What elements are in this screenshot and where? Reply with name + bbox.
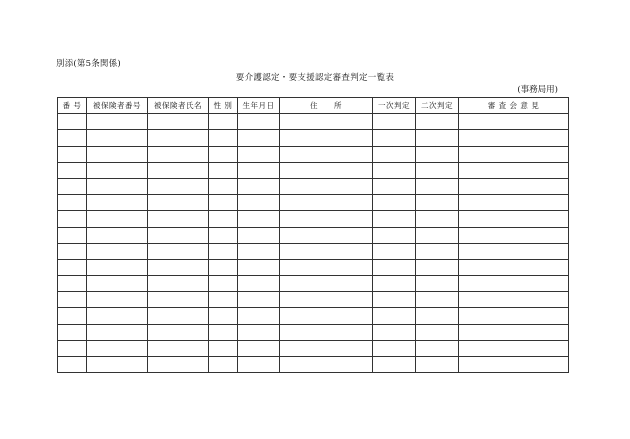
table-cell (238, 195, 280, 211)
table-cell (459, 308, 569, 324)
table-cell (148, 324, 209, 340)
table-cell (416, 324, 459, 340)
table-row (58, 357, 569, 373)
table-cell (58, 195, 87, 211)
table-cell (280, 178, 373, 194)
table-cell (280, 276, 373, 292)
table-cell (87, 114, 148, 130)
table-cell (373, 259, 416, 275)
table-cell (238, 162, 280, 178)
table-row (58, 340, 569, 356)
table-cell (58, 243, 87, 259)
header-insured-number: 被保険者番号 (87, 98, 148, 114)
table-cell (416, 357, 459, 373)
table-cell (148, 276, 209, 292)
table-cell (373, 146, 416, 162)
header-sex: 性 別 (209, 98, 238, 114)
header-address: 住 所 (280, 98, 373, 114)
table-row (58, 178, 569, 194)
table-row (58, 308, 569, 324)
table-cell (373, 178, 416, 194)
table-cell (58, 292, 87, 308)
judgment-table (57, 97, 569, 373)
table-cell (373, 162, 416, 178)
appendix-label: 別添(第5条関係) (56, 59, 121, 69)
table-cell (209, 324, 238, 340)
table-cell (238, 178, 280, 194)
table-cell (148, 195, 209, 211)
table-cell (58, 227, 87, 243)
table-cell (459, 340, 569, 356)
table-cell (58, 162, 87, 178)
table-cell (238, 130, 280, 146)
table-cell (280, 292, 373, 308)
table-cell (87, 178, 148, 194)
header-committee-opinion: 審 査 会 意 見 (459, 98, 569, 114)
table-cell (416, 227, 459, 243)
table-cell (238, 227, 280, 243)
table-cell (87, 308, 148, 324)
document-title: 要介護認定・要支援認定審査判定一覧表 (235, 73, 395, 83)
table-cell (87, 259, 148, 275)
table-cell (209, 130, 238, 146)
table-cell (58, 178, 87, 194)
table-cell (87, 195, 148, 211)
table-cell (280, 340, 373, 356)
table-cell (459, 276, 569, 292)
table-cell (87, 227, 148, 243)
table-cell (209, 292, 238, 308)
table-cell (58, 324, 87, 340)
table-cell (459, 178, 569, 194)
table-cell (416, 308, 459, 324)
table-cell (87, 292, 148, 308)
table-cell (238, 114, 280, 130)
table-row (58, 211, 569, 227)
table-cell (148, 308, 209, 324)
table-cell (148, 340, 209, 356)
table-cell (148, 357, 209, 373)
table-cell (148, 227, 209, 243)
table-cell (459, 259, 569, 275)
table-cell (87, 130, 148, 146)
table-cell (58, 308, 87, 324)
table-row (58, 130, 569, 146)
table-cell (148, 162, 209, 178)
table-row (58, 324, 569, 340)
header-birthdate: 生年月日 (238, 98, 280, 114)
table-cell (58, 211, 87, 227)
table-cell (280, 308, 373, 324)
table-cell (209, 195, 238, 211)
table-cell (148, 178, 209, 194)
table-cell (209, 114, 238, 130)
table-cell (148, 292, 209, 308)
table-row (58, 259, 569, 275)
table-cell (148, 259, 209, 275)
table-cell (459, 243, 569, 259)
table-cell (459, 292, 569, 308)
table-row (58, 243, 569, 259)
table-cell (87, 357, 148, 373)
table-cell (416, 146, 459, 162)
table-cell (373, 357, 416, 373)
header-secondary-judgment: 二次判定 (416, 98, 459, 114)
table-row (58, 162, 569, 178)
table-cell (373, 324, 416, 340)
table-cell (459, 114, 569, 130)
table-cell (373, 308, 416, 324)
table-cell (238, 308, 280, 324)
table-cell (416, 276, 459, 292)
table-cell (238, 243, 280, 259)
table-cell (416, 243, 459, 259)
table-body (58, 114, 569, 373)
table-cell (209, 259, 238, 275)
table-header-row (58, 98, 569, 114)
table-cell (416, 211, 459, 227)
table-cell (209, 146, 238, 162)
table-cell (238, 357, 280, 373)
table-cell (280, 130, 373, 146)
table-cell (209, 227, 238, 243)
table-cell (280, 243, 373, 259)
table-cell (280, 162, 373, 178)
usage-note: (事務局用) (517, 85, 558, 95)
table-cell (373, 340, 416, 356)
table-cell (209, 357, 238, 373)
table-cell (280, 357, 373, 373)
table-cell (459, 146, 569, 162)
table-row (58, 292, 569, 308)
table-cell (416, 114, 459, 130)
table-cell (459, 162, 569, 178)
table-cell (373, 130, 416, 146)
table-cell (58, 340, 87, 356)
table-cell (87, 211, 148, 227)
table-cell (238, 292, 280, 308)
table-cell (373, 195, 416, 211)
table-cell (148, 243, 209, 259)
header-number: 番 号 (58, 98, 87, 114)
table-cell (238, 324, 280, 340)
table-cell (58, 357, 87, 373)
table-cell (280, 211, 373, 227)
table-cell (238, 276, 280, 292)
table-cell (209, 243, 238, 259)
table-cell (209, 178, 238, 194)
table-cell (459, 211, 569, 227)
table-cell (416, 130, 459, 146)
table-cell (373, 276, 416, 292)
table-cell (148, 211, 209, 227)
table-cell (459, 357, 569, 373)
table-cell (58, 259, 87, 275)
table-cell (238, 211, 280, 227)
table-cell (416, 178, 459, 194)
table-cell (373, 292, 416, 308)
table-cell (209, 162, 238, 178)
table-cell (280, 259, 373, 275)
table-cell (459, 227, 569, 243)
table-cell (373, 227, 416, 243)
table-cell (87, 146, 148, 162)
table-cell (459, 195, 569, 211)
table-cell (238, 340, 280, 356)
table-cell (373, 243, 416, 259)
table-cell (209, 308, 238, 324)
table-cell (87, 162, 148, 178)
table-cell (148, 114, 209, 130)
table-cell (148, 130, 209, 146)
table-cell (416, 259, 459, 275)
table-cell (280, 324, 373, 340)
table-cell (373, 211, 416, 227)
table-row (58, 276, 569, 292)
table-cell (58, 146, 87, 162)
table-cell (209, 211, 238, 227)
table-cell (87, 276, 148, 292)
table-cell (416, 195, 459, 211)
table-cell (373, 114, 416, 130)
table-cell (148, 146, 209, 162)
header-primary-judgment: 一次判定 (373, 98, 416, 114)
table-row (58, 227, 569, 243)
table-cell (87, 243, 148, 259)
table-row (58, 146, 569, 162)
table-cell (280, 227, 373, 243)
table-cell (238, 146, 280, 162)
table-cell (459, 130, 569, 146)
table-cell (280, 195, 373, 211)
table-cell (58, 130, 87, 146)
table-cell (459, 324, 569, 340)
table-cell (416, 292, 459, 308)
header-insured-name: 被保険者氏名 (148, 98, 209, 114)
table-cell (280, 114, 373, 130)
table-cell (87, 340, 148, 356)
table-cell (238, 259, 280, 275)
table-cell (209, 340, 238, 356)
table-cell (416, 162, 459, 178)
table-row (58, 114, 569, 130)
table-cell (416, 340, 459, 356)
table-cell (58, 276, 87, 292)
table-row (58, 195, 569, 211)
table-cell (209, 276, 238, 292)
table-cell (87, 324, 148, 340)
table-cell (58, 114, 87, 130)
table-cell (280, 146, 373, 162)
